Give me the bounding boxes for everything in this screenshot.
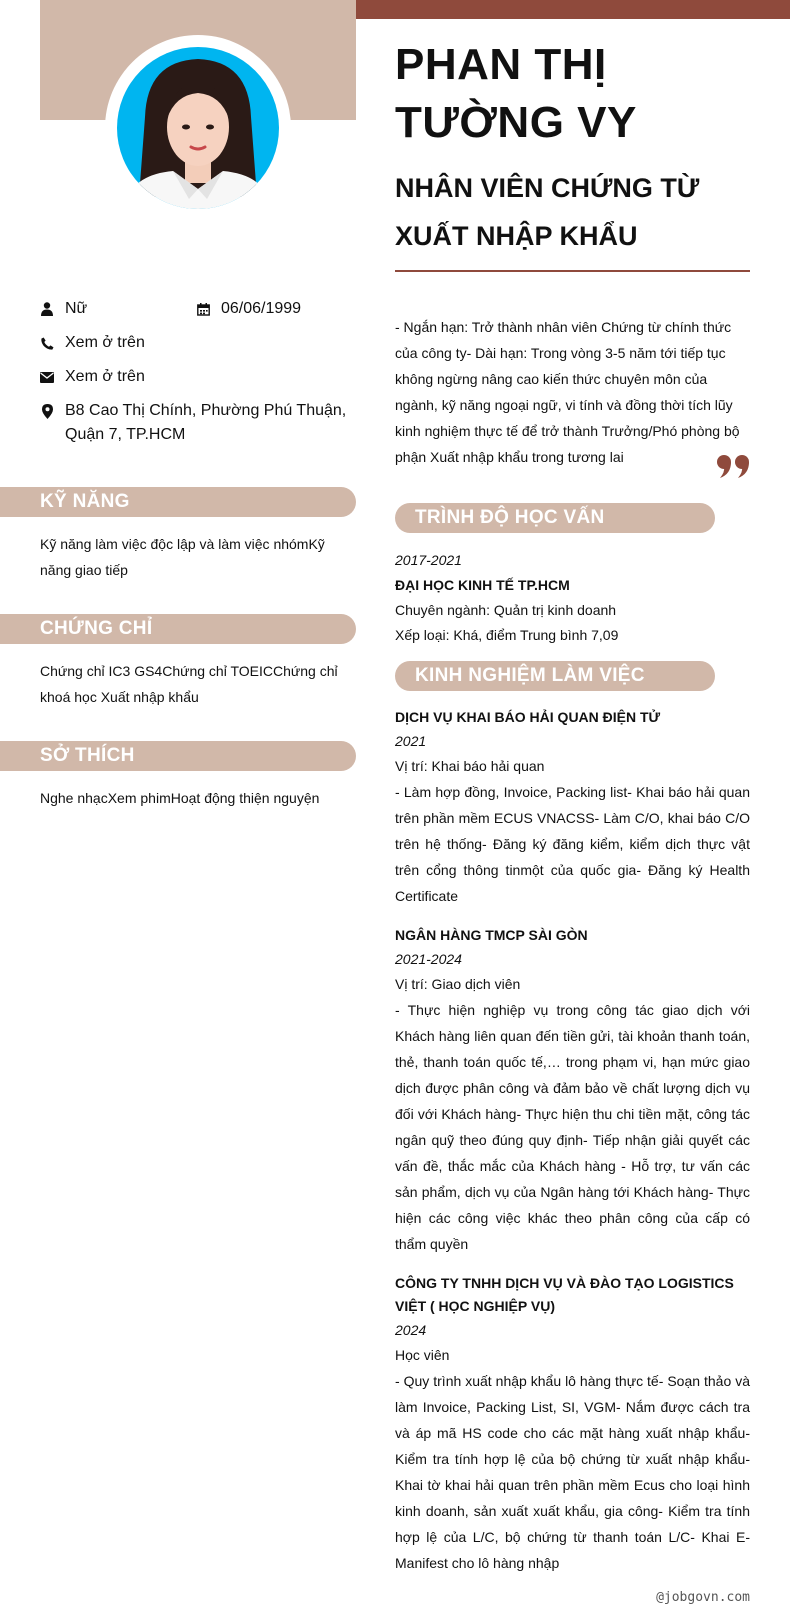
job-company: DỊCH VỤ KHAI BÁO HẢI QUAN ĐIỆN TỬ [395,709,661,725]
career-objective: - Ngắn hạn: Trở thành nhân viên Chứng từ chính thức của công ty- Dài hạn: Trong vòng 3-5 năm tới tiếp tục không ngừng nâng cao kiến thức chuyên môn của ngành, kỹ năng ngoại ngữ, vi tính và đồng thời tích lũy kinh nghiệm thực tế để trở thành Trưởng/Phó phòng bộ phận Xuất nhập khẩu trong tương lai [395,319,740,465]
job-position: Vị trí: Khai báo hải quan [395,758,545,774]
skills-heading-label: KỸ NĂNG [40,491,130,512]
job-position: Học viên [395,1347,450,1363]
job-description: - Quy trình xuất nhập khẩu lô hàng thực tế- Soạn thảo và làm Invoice, Packing List, SI, VGM- Nắm được cách tra và áp mã HS code cho các mặt hàng xuất nhập khẩu- Kiểm tra tính hợp lệ của bộ chứng từ xuất nhập khẩu- Khai tờ khai hải quan trên phần mềm Ecus cho loại hình kinh doanh, sản xuất xuất khẩu, gia công- Kiểm tra tính hợp lệ của L/C, bộ chứng từ thanh toán L/C- Khai E-Manifest cho lô hàng nhập [395,1373,750,1571]
education-major: Chuyên ngành: Quản trị kinh doanh [395,602,617,618]
gender-value: Nữ [65,300,88,317]
phone-icon [40,331,54,355]
hobbies-heading-label: SỞ THÍCH [40,745,135,766]
job-company: CÔNG TY TNHH DỊCH VỤ VÀ ĐÀO TẠO LOGISTICS VIỆT ( HỌC NGHIỆP VỤ) [395,1275,734,1314]
skills-text: Kỹ năng làm việc độc lập và làm việc nhómKỹ năng giao tiếp [40,536,325,578]
education-heading-label: TRÌNH ĐỘ HỌC VẤN [415,507,605,528]
education-period: 2017-2021 [395,552,462,568]
education-grade: Xếp loại: Khá, điểm Trung bình 7,09 [395,627,619,643]
job-description: - Thực hiện nghiệp vụ trong công tác giao dịch với Khách hàng liên quan đến tiền gửi, tài khoản thanh toán, thẻ, thanh toán quốc tế,… trong phạm vi, hạn mức giao dịch được phân công và đảm bảo về chất lượng dịch vụ đối với Khách hàng- Thực hiện thu chi tiền mặt, công tác ngân quỹ theo đúng quy định- Tiếp nhận giải quyết các vấn đề, thắc mắc của Khách hàng - Hỗ trợ, tư vấn các sản phẩm, dịch vụ của Ngân hàng tới Khách hàng- Thực hiện các công việc khác theo phân công của cấp có thẩm quyền [395,1002,750,1252]
birthday-row [196,297,366,321]
certificates-text: Chứng chỉ IC3 GS4Chứng chỉ TOEICChứng chỉ khoá học Xuất nhập khẩu [40,663,338,705]
footer-watermark: @jobgovn.com [656,1590,750,1605]
person-icon [40,297,54,321]
gender-row [40,297,190,321]
job-period: 2021-2024 [395,951,462,967]
address-row [40,399,360,447]
job-entry [395,924,750,1257]
top-accent-bar [356,0,790,19]
education-heading [395,503,715,533]
email-value: Xem ở trên [65,368,145,385]
job-period: 2024 [395,1322,427,1338]
job-period: 2021 [395,733,427,749]
certificates-heading [0,614,356,644]
skills-heading [0,487,356,517]
experience-heading-label: KINH NGHIỆM LÀM VIỆC [415,665,645,686]
avatar [117,47,279,209]
job-title: NHÂN VIÊN CHỨNG TỪ XUẤT NHẬP KHẨU [395,173,700,251]
education-school: ĐẠI HỌC KINH TẾ TP.HCM [395,577,570,593]
job-entry [395,1272,750,1576]
hobbies-text: Nghe nhạcXem phimHoạt động thiện nguyện [40,790,320,806]
job-company: NGÂN HÀNG TMCP SÀI GÒN [395,927,588,943]
candidate-name: PHAN THỊ TƯỜNG VY [395,40,637,147]
phone-value: Xem ở trên [65,334,145,351]
job-description: - Làm hợp đồng, Invoice, Packing list- Khai báo hải quan trên phần mềm ECUS VNACSS- Làm C/O, khai báo C/O trên hệ thống- Đăng ký đăng kiểm, kiểm dịch thực vật trên cổng thông tinmột của quốc gia- Đăng ký Health Certificate [395,784,750,904]
envelope-icon [40,365,54,389]
location-pin-icon [40,399,54,423]
certificates-heading-label: CHỨNG CHỈ [40,618,153,639]
email-row [40,365,360,389]
birthday-value: 06/06/1999 [221,300,302,317]
title-divider [395,270,750,272]
phone-row [40,331,360,355]
job-position: Vị trí: Giao dịch viên [395,976,521,992]
experience-heading [395,661,715,691]
hobbies-heading [0,741,356,771]
address-value: B8 Cao Thị Chính, Phường Phú Thuận, Quận 7, TP.HCM [65,402,347,443]
quote-mark-icon [716,452,752,482]
calendar-icon [196,297,210,321]
job-entry [395,706,750,909]
education-entry [395,548,750,648]
